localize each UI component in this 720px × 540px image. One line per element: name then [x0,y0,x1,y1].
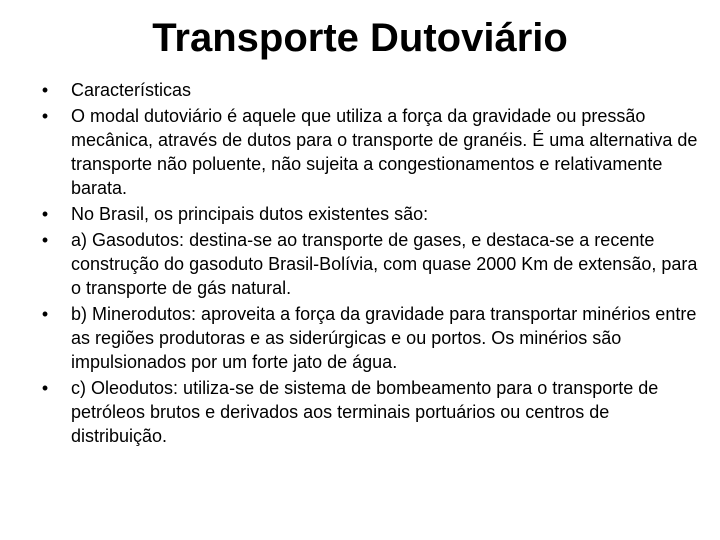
bullet-icon: • [41,230,49,250]
bullet-icon: • [41,304,49,324]
bullet-item-oleodutos [38,376,698,448]
bullet-icon: • [41,204,49,224]
bullet-text: Características [71,80,192,100]
bullet-text: b) Minerodutos: aproveita a força da gravidade para transportar minérios entre as regiões produtoras e as siderúrgicas e ou portos. Os minérios são impulsionados por um forte jato de água. [71,304,697,372]
bullet-item-caracteristicas [38,78,698,102]
bullet-item-minerodutos [38,302,698,374]
bullet-icon: • [41,80,49,100]
slide-title: Transporte Dutoviário [152,16,568,60]
bullet-text: a) Gasodutos: destina-se ao transporte de gases, e destaca-se a recente construção do gasoduto Brasil-Bolívia, com quase 2000 Km de extensão, para o transporte de gás natural. [71,230,698,298]
bullet-list [38,78,698,450]
bullet-icon: • [41,378,49,398]
bullet-text: c) Oleodutos: utiliza-se de sistema de bombeamento para o transporte de petróleos brutos e derivados aos terminais portuários ou centros de distribuição. [71,378,659,446]
bullet-text: No Brasil, os principais dutos existentes são: [71,204,429,224]
bullet-icon: • [41,106,49,126]
bullet-item-definicao [38,104,698,200]
bullet-text: O modal dutoviário é aquele que utiliza a força da gravidade ou pressão mecânica, através de dutos para o transporte de granéis. É uma alternativa de transporte não poluente, não sujeita a congestionamentos e relativamente barata. [71,106,698,198]
bullet-item-brasil [38,202,698,226]
bullet-item-gasodutos [38,228,698,300]
